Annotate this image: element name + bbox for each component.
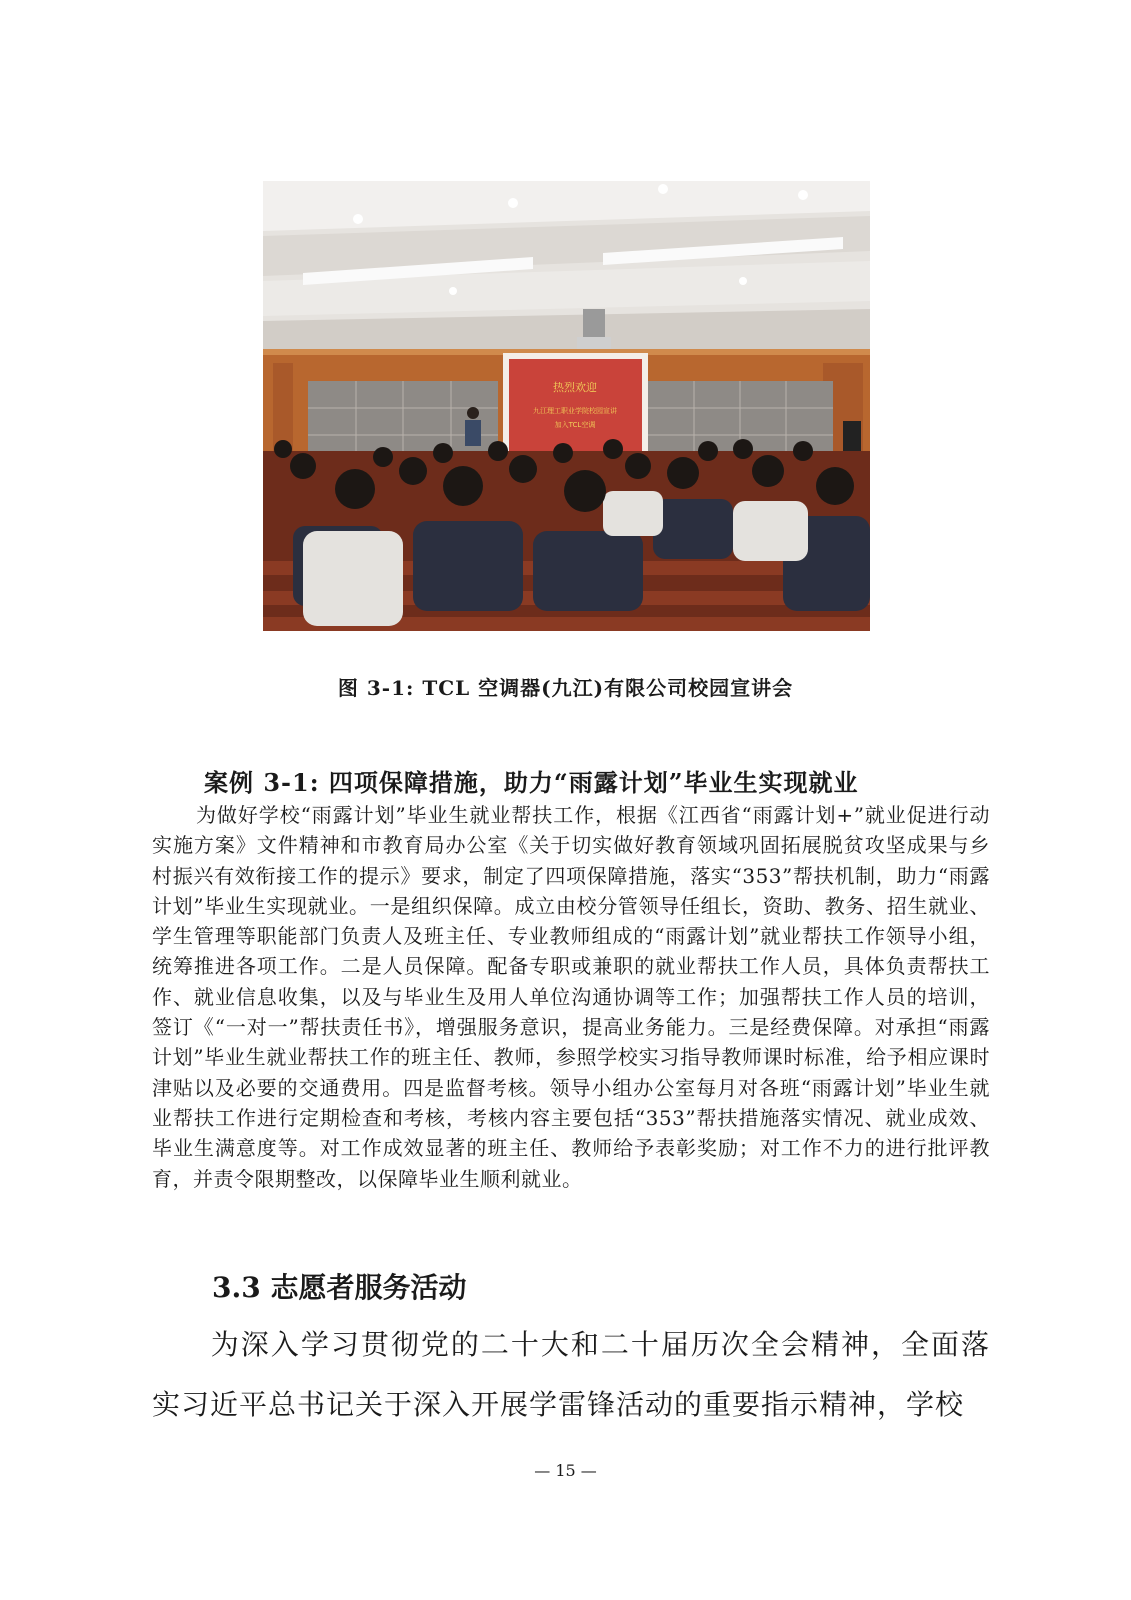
screen-subtitle-1: 九江理工职业学院校园宣讲 <box>533 407 617 415</box>
screen-title: 热烈欢迎 <box>553 381 597 394</box>
section-title: 3.3 志愿者服务活动 <box>212 1271 467 1304</box>
lecture-hall-photo <box>263 181 870 631</box>
section-body: 为深入学习贯彻党的二十大和二十届历次全会精神，全面落实习近平总书记关于深入开展学雷锋活动的重要指示精神，学校 <box>152 1328 990 1421</box>
page-number: — 15 — <box>534 1461 597 1480</box>
figure-caption: 图 3-1: TCL 空调器(九江)有限公司校园宣讲会 <box>337 676 794 700</box>
case-body: 为做好学校“雨露计划”毕业生就业帮扶工作，根据《江西省“雨露计划+”就业促进行动实施方案》文件精神和市教育局办公室《关于切实做好教育领域巩固拓展脱贫攻坚成果与乡村振兴有效衔接工作的提示》要求，制定了四项保障措施，落实“353”帮扶机制，助力“雨露计划”毕业生实现就业。一是组织保障。成立由校分管领导任组长，资助、教务、招生就业、学生管理等职能部门负责人及班主任、专业教师组成的“雨露计划”就业帮扶工作领导小组，统筹推进各项工作。二是人员保障。配备专职或兼职的就业帮扶工作人员，具体负责帮扶工作、就业信息收集，以及与毕业生及用人单位沟通协调等工作；加强帮扶工作人员的培训，签订《“一对一”帮扶责任书》，增强服务意识，提高业务能力。三是经费保障。对承担“雨露计划”毕业生就业帮扶工作的班主任、教师，参照学校实习指导教师课时标准，给予相应课时津贴以及必要的交通费用。四是监督考核。领导小组办公室每月对各班“雨露计划”毕业生就业帮扶工作进行定期检查和考核，考核内容主要包括“353”帮扶措施落实情况、就业成效、毕业生满意度等。对工作成效显著的班主任、教师给予表彰奖励；对工作不力的进行批评教育，并责令限期整改，以保障毕业生顺利就业。 <box>152 803 990 1191</box>
screen-subtitle-2: 加入TCL空调 <box>554 421 596 429</box>
case-title: 案例 3-1: 四项保障措施，助力“雨露计划”毕业生实现就业 <box>204 768 859 797</box>
